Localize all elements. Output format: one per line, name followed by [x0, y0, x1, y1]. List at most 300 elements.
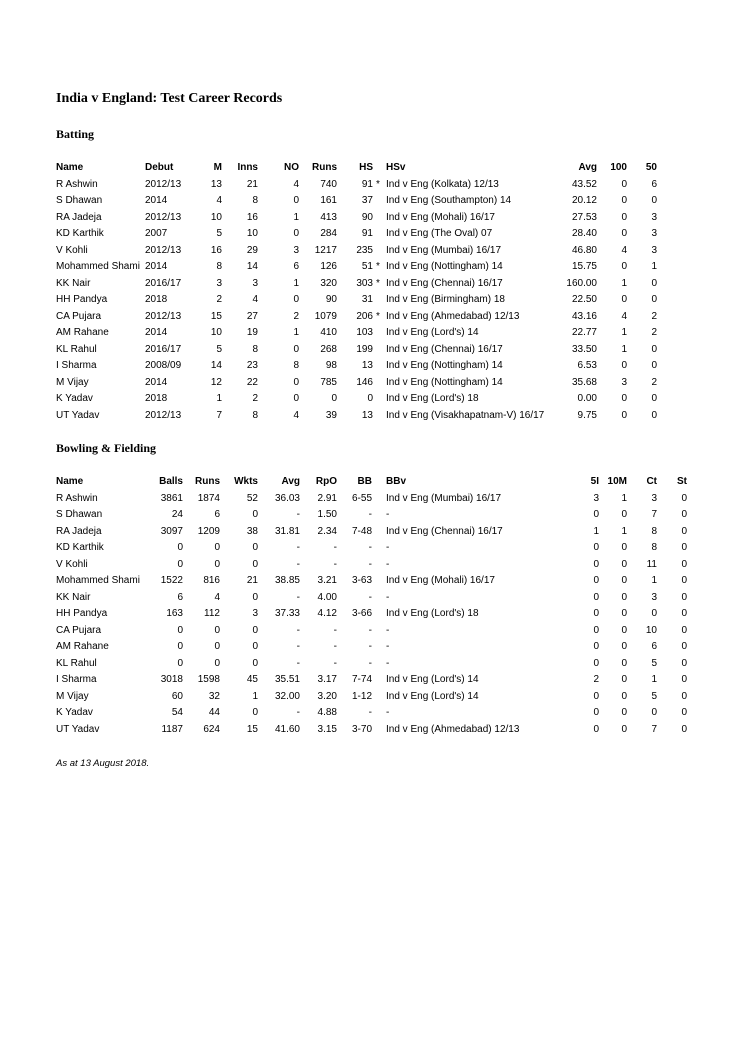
high-score: 103 [356, 327, 373, 338]
wickets: 3 [252, 608, 258, 619]
column-header-name: Name [56, 476, 84, 487]
best-bowling-venue: - [386, 558, 390, 570]
not-out-marker: * [376, 277, 380, 289]
player-name: V Kohli [56, 244, 88, 256]
runs: 32 [208, 690, 220, 702]
column-header-debut: Debut [145, 162, 174, 173]
runs: 816 [203, 575, 220, 586]
high-score: 13 [361, 360, 373, 371]
innings: 16 [246, 211, 258, 223]
innings: 22 [246, 376, 258, 388]
not-outs: 1 [293, 327, 299, 338]
average: 20.12 [571, 195, 597, 206]
stumpings: 0 [681, 525, 687, 537]
runs: 90 [325, 294, 337, 305]
player-name: RA Jadeja [56, 525, 102, 537]
balls: 24 [171, 509, 183, 520]
high-score: 0 [367, 393, 373, 404]
stumpings: 0 [681, 542, 687, 553]
hundreds: 0 [621, 211, 627, 223]
high-score: 146 [356, 376, 373, 388]
fifties: 0 [651, 277, 657, 289]
not-outs: 8 [293, 360, 299, 371]
not-outs: 1 [293, 277, 299, 289]
catches: 8 [651, 542, 657, 553]
fifties: 0 [651, 360, 657, 371]
runs-per-over: - [333, 624, 337, 636]
ten-wicket-matches: 0 [621, 509, 627, 520]
player-name: CA Pujara [56, 310, 102, 322]
catches: 7 [651, 723, 657, 735]
runs-per-over: 2.34 [317, 525, 337, 537]
balls: 0 [177, 624, 183, 636]
catches: 0 [651, 707, 657, 718]
runs: 268 [320, 343, 337, 355]
innings: 4 [252, 294, 258, 305]
column-header-runs: Runs [195, 476, 220, 487]
high-score: 13 [361, 409, 373, 421]
fifties: 3 [651, 228, 657, 239]
wickets: 45 [246, 674, 258, 685]
best-bowling: 7-48 [351, 525, 372, 537]
runs: 0 [214, 641, 220, 652]
column-header-bb: BB [357, 476, 372, 487]
balls: 60 [171, 690, 183, 702]
average: - [296, 624, 300, 636]
runs: 44 [208, 707, 220, 718]
innings: 19 [246, 327, 258, 338]
best-bowling: - [368, 509, 372, 520]
ten-wicket-matches: 0 [621, 542, 627, 553]
runs-per-over: - [333, 542, 337, 553]
high-score: 37 [361, 195, 373, 206]
best-bowling: - [368, 624, 372, 636]
five-wicket-innings: 2 [593, 674, 599, 685]
balls: 1522 [160, 575, 183, 586]
matches: 5 [216, 343, 222, 355]
ten-wicket-matches: 0 [621, 690, 627, 702]
matches: 13 [210, 178, 222, 190]
ten-wicket-matches: 0 [621, 624, 627, 636]
average: 22.77 [571, 327, 597, 338]
player-name: S Dhawan [56, 195, 103, 206]
high-score-venue: Ind v Eng (Chennai) 16/17 [386, 343, 503, 355]
average: 15.75 [571, 261, 597, 272]
innings: 2 [252, 393, 258, 404]
catches: 5 [651, 657, 657, 669]
hundreds: 4 [621, 244, 627, 256]
stumpings: 0 [681, 608, 687, 619]
column-header-50: 50 [645, 162, 657, 173]
catches: 3 [651, 591, 657, 603]
runs-per-over: 1.50 [317, 509, 337, 520]
player-name: V Kohli [56, 558, 88, 570]
best-bowling-venue: Ind v Eng (Ahmedabad) 12/13 [386, 723, 520, 735]
player-name: S Dhawan [56, 509, 103, 520]
high-score-venue: Ind v Eng (Kolkata) 12/13 [386, 178, 499, 190]
ten-wicket-matches: 0 [621, 723, 627, 735]
fifties: 2 [651, 376, 657, 388]
runs: 0 [214, 542, 220, 553]
balls: 0 [177, 641, 183, 652]
stumpings: 0 [681, 558, 687, 570]
column-header-no: NO [284, 162, 299, 173]
hundreds: 0 [621, 195, 627, 206]
column-header-hsv: HSv [386, 162, 406, 173]
high-score-venue: Ind v Eng (Mohali) 16/17 [386, 211, 495, 223]
wickets: 0 [252, 707, 258, 718]
player-name: UT Yadav [56, 723, 100, 735]
best-bowling-venue: Ind v Eng (Chennai) 16/17 [386, 525, 503, 537]
matches: 7 [216, 409, 222, 421]
runs: 4 [214, 591, 220, 603]
player-name: Mohammed Shami [56, 261, 140, 272]
matches: 5 [216, 228, 222, 239]
runs-per-over: 2.91 [317, 492, 337, 504]
runs: 39 [325, 409, 337, 421]
best-bowling-venue: - [386, 542, 390, 553]
player-name: R Ashwin [56, 178, 98, 190]
not-outs: 0 [293, 393, 299, 404]
player-name: KD Karthik [56, 228, 104, 239]
balls: 0 [177, 558, 183, 570]
column-header-bbv: BBv [386, 476, 407, 487]
column-header-wkts: Wkts [234, 476, 258, 487]
five-wicket-innings: 0 [593, 723, 599, 735]
balls: 54 [171, 707, 183, 718]
best-bowling-venue: - [386, 707, 390, 718]
average: - [296, 558, 300, 570]
column-header-10m: 10M [607, 476, 627, 487]
innings: 27 [246, 310, 258, 322]
footnote: As at 13 August 2018. [56, 758, 150, 769]
debut: 2012/13 [145, 310, 182, 322]
runs-per-over: 3.17 [317, 674, 337, 685]
catches: 1 [651, 674, 657, 685]
best-bowling: - [368, 707, 372, 718]
player-name: AM Rahane [56, 641, 109, 652]
matches: 8 [216, 261, 222, 272]
batting-heading: Batting [56, 127, 95, 141]
catches: 5 [651, 690, 657, 702]
catches: 0 [651, 608, 657, 619]
catches: 1 [651, 575, 657, 586]
fifties: 0 [651, 195, 657, 206]
best-bowling-venue: - [386, 509, 390, 520]
matches: 14 [210, 360, 222, 371]
matches: 10 [210, 211, 222, 223]
balls: 6 [177, 591, 183, 603]
stumpings: 0 [681, 690, 687, 702]
player-name: RA Jadeja [56, 211, 102, 223]
average: 43.52 [571, 178, 597, 190]
five-wicket-innings: 0 [593, 608, 599, 619]
high-score-venue: Ind v Eng (Visakhapatnam-V) 16/17 [386, 409, 545, 421]
best-bowling: - [368, 558, 372, 570]
runs: 0 [214, 624, 220, 636]
debut: 2016/17 [145, 277, 182, 289]
matches: 2 [216, 294, 222, 305]
average: 0.00 [577, 393, 597, 404]
best-bowling-venue: Ind v Eng (Mohali) 16/17 [386, 575, 495, 586]
ten-wicket-matches: 0 [621, 674, 627, 685]
stumpings: 0 [681, 591, 687, 603]
player-name: KL Rahul [56, 343, 97, 355]
player-name: KL Rahul [56, 657, 97, 669]
not-outs: 0 [293, 195, 299, 206]
average: - [296, 509, 300, 520]
high-score-venue: Ind v Eng (The Oval) 07 [386, 228, 493, 239]
high-score-venue: Ind v Eng (Nottingham) 14 [386, 360, 503, 371]
stumpings: 0 [681, 707, 687, 718]
runs-per-over: 4.00 [317, 591, 337, 603]
average: 43.16 [571, 310, 597, 322]
innings: 3 [252, 277, 258, 289]
runs-per-over: 3.21 [317, 575, 337, 586]
innings: 8 [252, 343, 258, 355]
five-wicket-innings: 0 [593, 591, 599, 603]
player-name: KK Nair [56, 277, 91, 289]
column-header-5i: 5I [590, 476, 599, 487]
average: 33.50 [571, 343, 597, 355]
best-bowling: - [368, 591, 372, 603]
runs-per-over: 3.20 [317, 690, 337, 702]
runs: 785 [320, 376, 337, 388]
best-bowling: 7-74 [351, 674, 372, 685]
average: - [296, 707, 300, 718]
fifties: 2 [651, 310, 657, 322]
player-name: R Ashwin [56, 492, 98, 504]
column-header-avg: Avg [578, 162, 597, 173]
best-bowling-venue: - [386, 641, 390, 652]
runs-per-over: - [333, 641, 337, 652]
high-score: 91 [361, 228, 373, 239]
wickets: 21 [246, 575, 258, 586]
debut: 2016/17 [145, 343, 182, 355]
ten-wicket-matches: 1 [621, 525, 627, 537]
high-score-venue: Ind v Eng (Nottingham) 14 [386, 376, 503, 388]
best-bowling-venue: Ind v Eng (Mumbai) 16/17 [386, 492, 502, 504]
average: 32.00 [274, 690, 300, 702]
balls: 1187 [161, 723, 183, 735]
best-bowling-venue: - [386, 624, 390, 636]
high-score: 91 [361, 178, 373, 190]
ten-wicket-matches: 0 [621, 707, 627, 718]
column-header-runs: Runs [312, 162, 337, 173]
fifties: 3 [651, 211, 657, 223]
average: 36.03 [274, 492, 300, 504]
best-bowling: - [368, 542, 372, 553]
player-name: KD Karthik [56, 542, 104, 553]
page-title: India v England: Test Career Records [56, 91, 283, 106]
stumpings: 0 [681, 657, 687, 669]
average: 35.51 [274, 674, 300, 685]
player-name: UT Yadav [56, 409, 100, 421]
average: 160.00 [566, 277, 597, 289]
fifties: 0 [651, 409, 657, 421]
debut: 2018 [145, 294, 168, 305]
column-header-100: 100 [610, 162, 627, 173]
high-score-venue: Ind v Eng (Lord's) 18 [386, 393, 479, 404]
stumpings: 0 [681, 674, 687, 685]
high-score: 199 [356, 343, 373, 355]
ten-wicket-matches: 0 [621, 608, 627, 619]
best-bowling: 3-63 [351, 575, 372, 586]
five-wicket-innings: 1 [593, 525, 599, 537]
matches: 10 [210, 327, 222, 338]
hundreds: 1 [621, 327, 627, 338]
average: 6.53 [577, 360, 597, 371]
high-score-venue: Ind v Eng (Lord's) 14 [386, 327, 479, 338]
high-score: 303 [356, 277, 373, 289]
player-name: CA Pujara [56, 624, 102, 636]
stumpings: 0 [681, 624, 687, 636]
runs: 1217 [314, 244, 337, 256]
stumpings: 0 [681, 492, 687, 504]
runs-per-over: 4.88 [317, 707, 337, 718]
high-score-venue: Ind v Eng (Chennai) 16/17 [386, 277, 503, 289]
runs-per-over: - [333, 657, 337, 669]
column-header-st: St [677, 476, 687, 487]
not-outs: 2 [293, 310, 299, 322]
matches: 16 [210, 244, 222, 256]
stumpings: 0 [681, 509, 687, 520]
high-score: 206 [356, 310, 373, 322]
catches: 7 [651, 509, 657, 520]
average: - [296, 591, 300, 603]
runs: 1598 [197, 674, 220, 685]
five-wicket-innings: 0 [593, 624, 599, 636]
catches: 8 [651, 525, 657, 537]
column-header-inns: Inns [237, 162, 258, 173]
player-name: K Yadav [56, 393, 93, 404]
player-name: AM Rahane [56, 327, 109, 338]
fifties: 1 [651, 261, 657, 272]
runs: 284 [320, 228, 337, 239]
balls: 0 [177, 657, 183, 669]
wickets: 0 [252, 591, 258, 603]
wickets: 52 [246, 492, 258, 504]
column-header-rpo: RpO [315, 476, 337, 487]
debut: 2012/13 [145, 211, 182, 223]
wickets: 15 [246, 723, 258, 735]
not-outs: 4 [293, 409, 299, 421]
matches: 1 [216, 393, 222, 404]
innings: 10 [246, 228, 258, 239]
fifties: 0 [651, 294, 657, 305]
five-wicket-innings: 0 [593, 542, 599, 553]
best-bowling: 3-66 [351, 608, 372, 619]
debut: 2008/09 [145, 360, 182, 371]
average: - [296, 641, 300, 652]
balls: 3018 [160, 674, 183, 685]
best-bowling-venue: - [386, 591, 390, 603]
high-score: 51 [361, 261, 373, 272]
player-name: K Yadav [56, 707, 93, 718]
five-wicket-innings: 0 [593, 707, 599, 718]
not-outs: 3 [293, 244, 299, 256]
wickets: 0 [252, 641, 258, 652]
not-outs: 0 [293, 376, 299, 388]
average: - [296, 657, 300, 669]
fifties: 0 [651, 393, 657, 404]
stumpings: 0 [681, 641, 687, 652]
balls: 3097 [160, 525, 183, 537]
column-header-balls: Balls [159, 476, 183, 487]
runs: 740 [320, 178, 337, 190]
average: 27.53 [571, 211, 597, 223]
balls: 163 [166, 608, 183, 619]
debut: 2007 [145, 228, 168, 239]
runs: 112 [204, 608, 220, 619]
fifties: 0 [651, 343, 657, 355]
matches: 15 [210, 310, 222, 322]
debut: 2014 [145, 376, 168, 388]
wickets: 38 [246, 525, 258, 537]
column-header-m: M [213, 162, 222, 173]
average: 9.75 [577, 409, 597, 421]
ten-wicket-matches: 0 [621, 657, 627, 669]
high-score-venue: Ind v Eng (Ahmedabad) 12/13 [386, 310, 520, 322]
not-outs: 1 [293, 211, 299, 223]
wickets: 0 [252, 558, 258, 570]
high-score-venue: Ind v Eng (Nottingham) 14 [386, 261, 503, 272]
high-score: 235 [356, 244, 373, 256]
runs: 1079 [314, 310, 337, 322]
stumpings: 0 [681, 723, 687, 735]
runs: 320 [320, 277, 337, 289]
catches: 10 [645, 624, 657, 636]
innings: 23 [246, 360, 258, 371]
hundreds: 0 [621, 261, 627, 272]
best-bowling-venue: Ind v Eng (Lord's) 14 [386, 674, 479, 685]
debut: 2014 [145, 261, 168, 272]
five-wicket-innings: 0 [593, 657, 599, 669]
average: 37.33 [274, 608, 300, 619]
hundreds: 0 [621, 178, 627, 190]
hundreds: 4 [621, 310, 627, 322]
ten-wicket-matches: 0 [621, 575, 627, 586]
runs: 98 [325, 360, 337, 371]
hundreds: 0 [621, 228, 627, 239]
runs-per-over: 3.15 [317, 723, 337, 735]
best-bowling: - [368, 657, 372, 669]
balls: 0 [177, 542, 183, 553]
best-bowling: 1-12 [351, 690, 372, 702]
hundreds: 0 [621, 360, 627, 371]
hundreds: 3 [621, 376, 627, 388]
not-outs: 4 [293, 178, 299, 190]
average: 35.68 [571, 376, 597, 388]
runs-per-over: - [333, 558, 337, 570]
fifties: 3 [651, 244, 657, 256]
player-name: I Sharma [56, 674, 97, 685]
ten-wicket-matches: 0 [621, 591, 627, 603]
wickets: 0 [252, 509, 258, 520]
best-bowling: - [368, 641, 372, 652]
debut: 2012/13 [145, 244, 182, 256]
runs: 1209 [197, 525, 220, 537]
not-out-marker: * [376, 310, 380, 322]
matches: 12 [210, 376, 222, 388]
player-name: M Vijay [56, 690, 89, 702]
not-outs: 0 [293, 343, 299, 355]
five-wicket-innings: 0 [593, 575, 599, 586]
stumpings: 0 [681, 575, 687, 586]
innings: 29 [246, 244, 258, 256]
balls: 3861 [160, 492, 183, 504]
debut: 2014 [145, 327, 168, 338]
